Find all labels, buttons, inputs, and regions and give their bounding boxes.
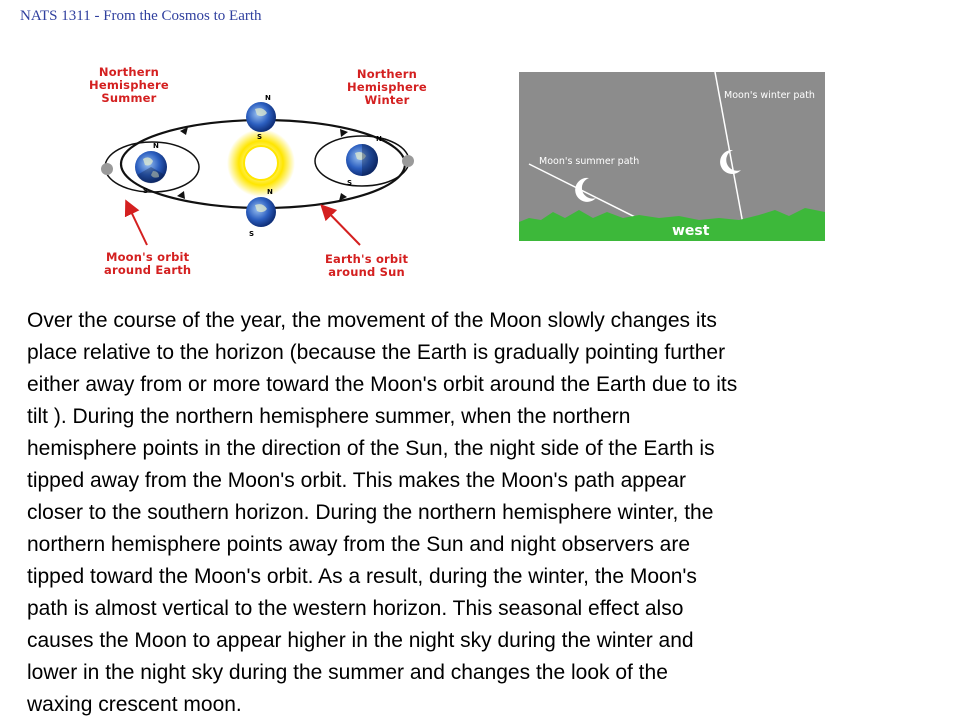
- moon-right: [402, 155, 414, 167]
- orbit-arrow: [177, 191, 185, 199]
- west-label: west: [672, 223, 710, 239]
- orbit-arrow: [340, 129, 348, 137]
- label-nh-summer: Northern Hemisphere Summer: [89, 65, 169, 105]
- summer-path-label: Moon's summer path: [539, 156, 640, 167]
- pole-s-left: S: [143, 187, 149, 195]
- pole-n-top: N: [265, 94, 271, 102]
- sky-diagram: [519, 72, 825, 241]
- earth-orbit-pointer: [323, 207, 360, 245]
- label-earth-orbit: Earth's orbit around Sun: [325, 252, 409, 279]
- course-header: NATS 1311 - From the Cosmos to Earth: [20, 8, 262, 24]
- orbit-diagram: [85, 55, 430, 290]
- label-moon-orbit: Moon's orbit around Earth: [104, 250, 192, 277]
- earth-right: [346, 144, 378, 176]
- pole-s-bottom: S: [249, 230, 255, 238]
- earth-top: [246, 102, 276, 132]
- pole-n-right: N: [376, 135, 382, 143]
- pole-n-bottom: N: [267, 188, 273, 196]
- pole-s-right: S: [347, 179, 353, 187]
- pole-n-left: N: [153, 142, 159, 150]
- label-nh-winter: Northern Hemisphere Winter: [347, 67, 427, 107]
- moon-orbit-pointer: [127, 203, 147, 245]
- earth-left: [135, 151, 167, 183]
- body-paragraph: Over the course of the year, the movement of the Moon slowly changes its place relative to the horizon (because the Earth is gradually pointing further either away from or more toward the Moon's orbit around the Earth due to its tilt ). During the northern hemisphere summer, when the northern hemisphere points in the direction of the Sun, the night side of the Earth is tipped away from the Moon's orbit. This makes the Moon's path appear closer to the southern horizon. During the northern hemisphere winter, the northern hemisphere points away from the Sun and night observers are tipped toward the Moon's orbit. As a result, during the winter, the Moon's path is almost vertical to the western horizon. This seasonal effect also causes the Moon to appear higher in the night sky during the winter and lower in the night sky during the summer and changes the look of the waxing crescent moon.: [27, 309, 738, 716]
- winter-path-label: Moon's winter path: [724, 90, 815, 101]
- pole-s-top: S: [257, 133, 263, 141]
- moon-left: [101, 163, 113, 175]
- earth-bottom: [246, 197, 276, 227]
